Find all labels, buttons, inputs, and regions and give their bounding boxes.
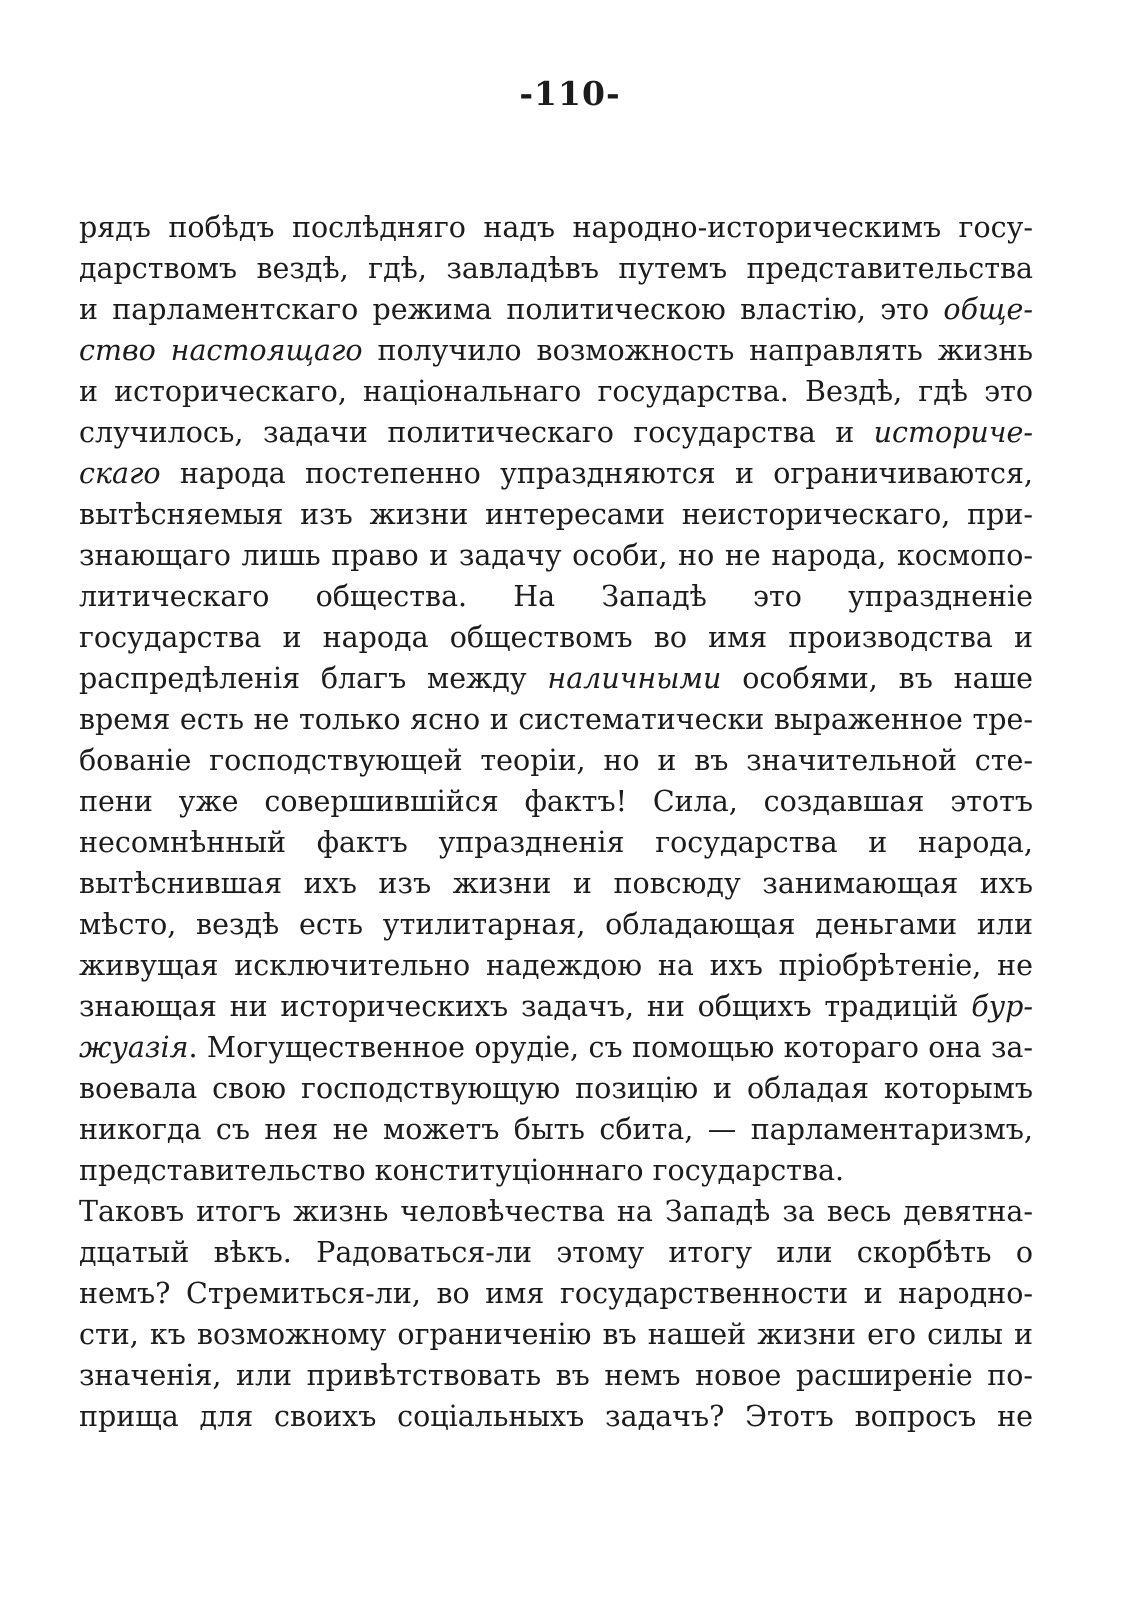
text-line	[79, 904, 1033, 945]
text-line	[79, 1191, 1033, 1232]
text-segment: распредѣленія благъ между	[79, 662, 548, 695]
italic-text: жуазія	[79, 1031, 189, 1064]
text-line	[79, 740, 1033, 781]
text-segment: знающаго лишь право и задачу особи, но не народа, космопо-	[79, 539, 1033, 572]
text-line	[79, 781, 1033, 822]
text-segment: и парламентскаго режима политическою властію, это	[79, 293, 944, 326]
text-line	[79, 863, 1033, 904]
text-line	[79, 453, 1033, 494]
text-segment: Таковъ итогъ жизнь человѣчества на Западѣ за весь девятна-	[79, 1195, 1033, 1228]
text-segment: и историческаго, національнаго государства. Вездѣ, гдѣ это	[79, 375, 1033, 408]
text-segment: особями, въ наше	[721, 662, 1033, 695]
text-line	[79, 412, 1033, 453]
text-segment: время есть не только ясно и систематически выраженное тре-	[79, 703, 1033, 736]
text-line	[79, 371, 1033, 412]
text-line	[79, 1109, 1033, 1150]
text-segment: живущая исключительно надеждою на ихъ пріобрѣтеніе, не	[79, 949, 1033, 982]
text-segment: представительство конституціоннаго государства.	[79, 1154, 845, 1187]
text-segment: знающая ни историческихъ задачъ, ни общихъ традицій	[79, 990, 972, 1023]
text-line	[79, 330, 1033, 371]
text-line	[79, 207, 1033, 248]
text-segment: никогда съ нея не можетъ быть сбита, — парламентаризмъ,	[79, 1113, 1033, 1146]
text-line	[79, 1314, 1033, 1355]
text-segment: пени уже совершившійся фактъ! Сила, создавшая этотъ	[79, 785, 1033, 818]
body-text	[79, 207, 1033, 1437]
text-line	[79, 289, 1033, 330]
text-line	[79, 822, 1033, 863]
text-segment: государства и народа обществомъ во имя производства и	[79, 621, 1033, 654]
text-line	[79, 1355, 1033, 1396]
text-segment: вытѣснившая ихъ изъ жизни и повсюду занимающая ихъ	[79, 867, 1033, 900]
page-number: -110-	[519, 74, 621, 113]
text-segment: . Могущественное орудіе, съ помощью котораго она за-	[188, 1031, 1033, 1064]
text-segment: дарствомъ вездѣ, гдѣ, завладѣвъ путемъ представительства	[79, 252, 1033, 285]
text-line	[79, 1150, 1033, 1191]
text-segment: литическаго общества. На Западѣ это упраздненіе	[79, 580, 1033, 613]
text-segment: случилось, задачи политическаго государства и	[79, 416, 874, 449]
text-segment: сти, къ возможному ограниченію въ нашей жизни его силы и	[79, 1318, 1033, 1351]
text-line	[79, 1273, 1033, 1314]
text-segment: получило возможность направлять жизнь	[362, 334, 1033, 367]
text-segment: значенія, или привѣтствовать въ немъ новое расширеніе по-	[79, 1359, 1033, 1392]
italic-text: обще-	[943, 293, 1033, 326]
text-line	[79, 617, 1033, 658]
text-segment: прища для своихъ соціальныхъ задачъ? Этотъ вопросъ не	[79, 1400, 1033, 1433]
text-segment: дцатый вѣкъ. Радоваться-ли этому итогу или скорбѣть о	[79, 1236, 1033, 1269]
text-line	[79, 535, 1033, 576]
text-segment: рядъ побѣдъ послѣдняго надъ народно-историческимъ госу-	[79, 211, 1033, 244]
text-line	[79, 576, 1033, 617]
italic-text: ство настоящаго	[79, 334, 363, 367]
text-segment: вытѣсняемыя изъ жизни интересами неисторическаго, при-	[79, 498, 1033, 531]
text-line	[79, 1232, 1033, 1273]
text-line	[79, 658, 1033, 699]
text-segment: несомнѣнный фактъ упраздненія государства и народа,	[79, 826, 1033, 859]
text-line	[79, 986, 1033, 1027]
text-line	[79, 1396, 1033, 1437]
text-line	[79, 699, 1033, 740]
text-line	[79, 248, 1033, 289]
text-line	[79, 1068, 1033, 1109]
text-segment: народа постепенно упраздняются и ограничиваются,	[160, 457, 1033, 490]
italic-text: историче-	[873, 416, 1033, 449]
italic-text: наличными	[547, 662, 722, 695]
text-line	[79, 494, 1033, 535]
text-line	[79, 1027, 1033, 1068]
text-segment: воевала свою господствующую позицію и обладая которымъ	[79, 1072, 1033, 1105]
text-line	[79, 945, 1033, 986]
text-segment: мѣсто, вездѣ есть утилитарная, обладающая деньгами или	[79, 908, 1033, 941]
italic-text: бур-	[971, 990, 1033, 1023]
italic-text: скаго	[79, 457, 161, 490]
text-segment: немъ? Стремиться-ли, во имя государственности и народно-	[79, 1277, 1033, 1310]
text-segment: бованіе господствующей теоріи, но и въ значительной сте-	[79, 744, 1033, 777]
